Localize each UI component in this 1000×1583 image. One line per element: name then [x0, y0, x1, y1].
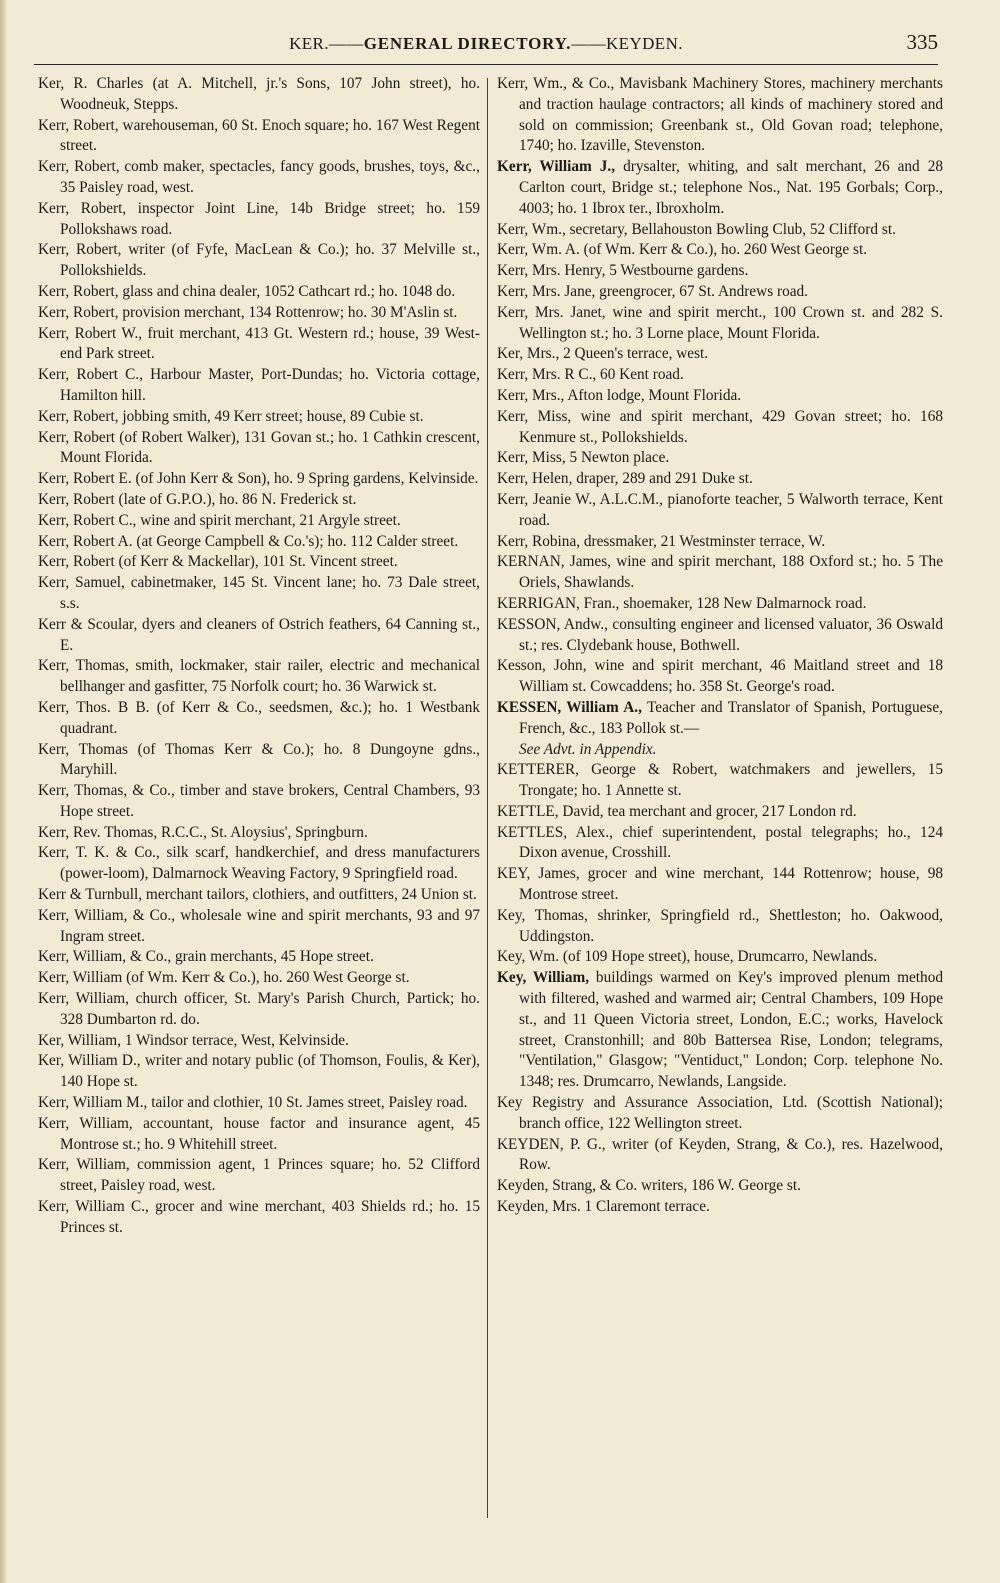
directory-entry — [497, 220, 943, 241]
directory-entry — [38, 532, 480, 553]
header-center: GENERAL DIRECTORY. — [363, 34, 572, 53]
directory-entry — [497, 365, 943, 386]
entry-text: Kesson, John, wine and spirit merchant, 46 Maitland street and 18 William st. Cowcaddens; ho. 358 St. George's road. — [497, 657, 943, 696]
entry-text: Kerr, Robert, comb maker, spectacles, fancy goods, brushes, toys, &c., 35 Paisley road, west. — [38, 158, 480, 196]
entry-name-bold: Kerr, William J., — [497, 158, 616, 176]
page-number: 335 — [906, 30, 938, 54]
directory-entry — [38, 74, 480, 116]
directory-entry — [38, 407, 480, 428]
entry-name-bold: Key, William, — [497, 969, 590, 987]
header-left: KER.—— — [289, 34, 364, 53]
entry-text: Ker, R. Charles (at A. Mitchell, jr.'s Sons, 107 John street), ho. Woodneuk, Stepps. — [38, 75, 480, 113]
directory-entry — [497, 802, 943, 823]
directory-entry — [38, 740, 480, 782]
entry-text: KEYDEN, P. G., writer (of Keyden, Strang, & Co.), res. Hazelwood, Row. — [497, 1135, 943, 1174]
entry-name-bold: KESSEN, William A., — [497, 698, 642, 716]
entry-text: Kerr, William, accountant, house factor and insurance agent, 45 Montrose st.; ho. 9 Whitehill street. — [38, 1114, 480, 1153]
directory-entry — [38, 469, 480, 490]
entry-text: Kerr, Thos. B B. (of Kerr & Co., seedsmen, &c.); ho. 1 Westbank quadrant. — [38, 698, 480, 737]
entry-text: KERNAN, James, wine and spirit merchant, 188 Oxford st.; ho. 5 The Oriels, Shawlands. — [497, 553, 943, 592]
directory-entry — [38, 303, 480, 324]
directory-entry — [497, 386, 943, 407]
directory-entry — [38, 843, 480, 885]
entry-text: Kerr, Robert (late of G.P.O.), ho. 86 N. Frederick st. — [38, 490, 357, 508]
entry-text: Kerr, Robert, provision merchant, 134 Rottenrow; ho. 30 M'Aslin st. — [38, 303, 458, 321]
entry-text: Kerr, William, church officer, St. Mary's Parish Church, Partick; ho. 328 Dumbarton rd. do. — [38, 990, 480, 1028]
entry-text: KETTLES, Alex., chief superintendent, postal telegraphs; ho., 124 Dixon avenue, Crosshill. — [497, 823, 943, 862]
directory-entry — [38, 1114, 480, 1156]
entry-advertisement-note: See Advt. in Appendix. — [519, 740, 657, 758]
entry-text: Kerr, Robert, writer (of Fyfe, MacLean & Co.); ho. 37 Melville st., Pollokshields. — [38, 241, 480, 280]
entry-text: KESSON, Andw., consulting engineer and licensed valuator, 36 Oswald st.; res. Clydebank house, Bothwell. — [497, 615, 943, 654]
entry-text: Kerr, Thomas, smith, lockmaker, stair railer, electric and mechanical bellhanger and gasfitter, 75 Norfolk court; ho. 36 Warwick st. — [38, 657, 480, 696]
directory-entry — [497, 448, 943, 469]
entry-text: Kerr, Robert C., wine and spirit merchant, 21 Argyle street. — [38, 511, 401, 529]
directory-entry — [497, 656, 943, 698]
entry-text: Kerr, Robert E. (of John Kerr & Son), ho. 9 Spring gardens, Kelvinside. — [38, 470, 479, 488]
directory-entry — [497, 823, 943, 865]
directory-entry — [38, 324, 480, 366]
entry-text: Kerr, Robert A. (at George Campbell & Co.'s); ho. 112 Calder street. — [38, 532, 459, 550]
directory-entry — [497, 594, 943, 615]
directory-entry — [38, 885, 480, 906]
entry-text: Kerr, Robert C., Harbour Master, Port-Dundas; ho. Victoria cottage, Hamilton hill. — [38, 366, 480, 404]
entry-text: Kerr, Helen, draper, 289 and 291 Duke st. — [497, 470, 753, 488]
entry-text: Key, Thomas, shrinker, Springfield rd., Shettleston; ho. Oakwood, Uddingston. — [497, 906, 943, 945]
entry-text: Kerr, William (of Wm. Kerr & Co.), ho. 260 West George st. — [38, 969, 410, 987]
entry-text: Kerr & Scoular, dyers and cleaners of Ostrich feathers, 64 Canning st., E. — [38, 615, 480, 654]
page-edge — [0, 0, 7, 1583]
directory-entry — [497, 469, 943, 490]
entry-text: Kerr, Wm. A. (of Wm. Kerr & Co.), ho. 260 West George st. — [497, 241, 868, 259]
entry-text: Kerr, William, & Co., grain merchants, 45 Hope street. — [38, 948, 374, 966]
entry-text: Kerr, Robert (of Kerr & Mackellar), 101 St. Vincent street. — [38, 553, 398, 571]
entry-text: Kerr, Mrs. Jane, greengrocer, 67 St. Andrews road. — [497, 282, 808, 300]
entry-text: Kerr, Mrs. Janet, wine and spirit mercht., 100 Crown st. and 282 S. Wellington st.; ho. 3 Lorne place, Mount Florida. — [497, 303, 943, 342]
header-title — [34, 34, 938, 54]
directory-entry — [497, 864, 943, 906]
directory-entry — [497, 968, 943, 1093]
entry-text: Ker, William, 1 Windsor terrace, West, Kelvinside. — [38, 1031, 349, 1049]
entry-text: Kerr, T. K. & Co., silk scarf, handkerchief, and dress manufacturers (power-loom), Dalmarnock Weaving Factory, 9 Springfield road. — [38, 844, 480, 883]
entry-text: Kerr, Rev. Thomas, R.C.C., St. Aloysius', Springburn. — [38, 823, 368, 841]
entry-text: Kerr & Turnbull, merchant tailors, clothiers, and outfitters, 24 Union st. — [38, 886, 477, 904]
directory-entry — [38, 157, 480, 199]
directory-entry — [497, 157, 943, 219]
directory-entry — [497, 552, 943, 594]
entry-text: Kerr, William, & Co., wholesale wine and spirit merchants, 93 and 97 Ingram street. — [38, 906, 480, 945]
entry-text: Kerr, William M., tailor and clothier, 10 St. James street, Paisley road. — [38, 1094, 468, 1112]
directory-entry — [38, 698, 480, 740]
directory-entry — [38, 428, 480, 470]
entry-text: Kerr, William, commission agent, 1 Princes square; ho. 52 Clifford street, Paisley road, west. — [38, 1156, 480, 1195]
directory-entry — [38, 781, 480, 823]
directory-entry — [38, 199, 480, 241]
entry-text: Key Registry and Assurance Association, Ltd. (Scottish National); branch office, 122 Wellington street. — [497, 1094, 943, 1132]
directory-entry — [38, 947, 480, 968]
directory-entry — [497, 1176, 943, 1197]
directory-entry — [38, 1031, 480, 1052]
entry-text: Kerr, Samuel, cabinetmaker, 145 St. Vincent lane; ho. 73 Dale street, s.s. — [38, 574, 480, 612]
entry-text: Kerr, Robert (of Robert Walker), 131 Govan st.; ho. 1 Cathkin crescent, Mount Florida. — [38, 428, 480, 467]
directory-entry — [38, 968, 480, 989]
entry-text: Key, Wm. (of 109 Hope street), house, Drumcarro, Newlands. — [497, 948, 878, 966]
entry-text: Kerr, Robert, inspector Joint Line, 14b Bridge street; ho. 159 Pollokshaws road. — [38, 199, 480, 238]
entry-text: Kerr, Mrs. Henry, 5 Westbourne gardens. — [497, 262, 749, 280]
entry-text: Kerr, Wm., secretary, Bellahouston Bowling Club, 52 Clifford st. — [497, 220, 896, 238]
entry-text: Kerr, Robina, dressmaker, 21 Westminster terrace, W. — [497, 532, 826, 550]
directory-entry — [497, 698, 943, 760]
entry-text: Kerr, Mrs. R C., 60 Kent road. — [497, 366, 684, 384]
entry-text: Kerr, Miss, 5 Newton place. — [497, 449, 670, 467]
running-header — [34, 30, 938, 65]
directory-entry — [497, 261, 943, 282]
directory-entry — [38, 282, 480, 303]
directory-entry — [497, 532, 943, 553]
entry-text: Kerr, Robert, jobbing smith, 49 Kerr street; house, 89 Cubie st. — [38, 407, 424, 425]
entry-text: KERRIGAN, Fran., shoemaker, 128 New Dalmarnock road. — [497, 594, 867, 612]
directory-entry — [38, 365, 480, 407]
entry-text: Keyden, Mrs. 1 Claremont terrace. — [497, 1198, 710, 1216]
directory-entry — [38, 1051, 480, 1093]
directory-entry — [38, 656, 480, 698]
directory-entry — [497, 760, 943, 802]
directory-entry — [497, 906, 943, 948]
directory-entry — [497, 344, 943, 365]
directory-entry — [38, 906, 480, 948]
directory-entry — [38, 989, 480, 1031]
entry-text: Kerr, Thomas, & Co., timber and stave brokers, Central Chambers, 93 Hope street. — [38, 782, 480, 820]
entry-text: KETTLE, David, tea merchant and grocer, 217 London rd. — [497, 802, 857, 820]
directory-entry — [38, 1197, 480, 1239]
directory-entry — [497, 490, 943, 532]
entry-text: Kerr, Robert, warehouseman, 60 St. Enoch square; ho. 167 West Regent street. — [38, 116, 480, 155]
directory-entry — [497, 74, 943, 157]
directory-entry — [38, 823, 480, 844]
entry-text: Ker, Mrs., 2 Queen's terrace, west. — [497, 345, 709, 363]
entry-text: KETTERER, George & Robert, watchmakers and jewellers, 15 Trongate; ho. 1 Annette st. — [497, 761, 943, 800]
directory-entry — [497, 240, 943, 261]
directory-entry — [497, 1135, 943, 1177]
directory-entry — [497, 407, 943, 449]
entry-text: Kerr, Robert W., fruit merchant, 413 Gt. Western rd.; house, 39 West-end Park street. — [38, 324, 480, 363]
entry-text: Kerr, Miss, wine and spirit merchant, 429 Govan street; ho. 168 Kenmure st., Pollokshields. — [497, 407, 943, 446]
left-column — [38, 74, 480, 1239]
directory-entry — [38, 573, 480, 615]
directory-entry — [38, 615, 480, 657]
entry-text: Kerr, William C., grocer and wine merchant, 403 Shields rd.; ho. 15 Princes st. — [38, 1198, 480, 1236]
directory-entry — [38, 552, 480, 573]
entry-text: KEY, James, grocer and wine merchant, 144 Rottenrow; house, 98 Montrose street. — [497, 865, 943, 904]
entry-text: Kerr, Mrs., Afton lodge, Mount Florida. — [497, 386, 742, 404]
entry-text: Kerr, Jeanie W., A.L.C.M., pianoforte teacher, 5 Walworth terrace, Kent road. — [497, 490, 943, 529]
entry-text: Teacher and Translator of Spanish, Portuguese, French, &c., 183 Pollok st.— — [519, 698, 943, 737]
directory-entry — [497, 1093, 943, 1135]
directory-entry — [497, 1197, 943, 1218]
directory-entry — [38, 490, 480, 511]
directory-entry — [38, 1155, 480, 1197]
directory-entry — [38, 240, 480, 282]
entry-text: Kerr, Wm., & Co., Mavisbank Machinery Stores, machinery merchants and traction haulage contractors; all kinds of machinery stored and sold on commission; Greenbank st., Old Govan road; telephone, 1740; ho. Izaville, Stevenston. — [497, 75, 943, 155]
column-divider — [487, 78, 488, 1518]
directory-entry — [497, 282, 943, 303]
directory-entry — [38, 1093, 480, 1114]
entry-text: drysalter, whiting, and salt merchant, 26 and 28 Carlton court, Bridge st.; telephone Nos., Nat. 195 Gorbals; Corp., 4003; ho. 1 Ibrox ter., Ibroxholm. — [519, 158, 943, 217]
entry-text: Kerr, Robert, glass and china dealer, 1052 Cathcart rd.; ho. 1048 do. — [38, 282, 456, 300]
entry-text: Kerr, Thomas (of Thomas Kerr & Co.); ho. 8 Dungoyne gdns., Maryhill. — [38, 740, 480, 779]
entry-text: Ker, William D., writer and notary public (of Thomson, Foulis, & Ker), 140 Hope st. — [38, 1052, 480, 1091]
directory-entry — [497, 303, 943, 345]
directory-entry — [38, 116, 480, 158]
entry-text: Keyden, Strang, & Co. writers, 186 W. George st. — [497, 1177, 801, 1195]
directory-entry — [497, 615, 943, 657]
directory-entry — [497, 947, 943, 968]
right-column — [497, 74, 943, 1218]
header-right: ——KEYDEN. — [571, 34, 683, 53]
entry-text: buildings warmed on Key's improved plenum method with filtered, washed and warmed air; Central Chambers, 109 Hope st., and 11 Queen Victoria street, London, E.C.; works, Havelock street, Cranstonhill; and 80b Battersea Rise, London; telegrams, "Ventilation," Glasgow; "Ventiduct," London; Corp. telephone No. 1348; res. Drumcarro, Newlands, Langside. — [519, 969, 943, 1091]
directory-entry — [38, 511, 480, 532]
